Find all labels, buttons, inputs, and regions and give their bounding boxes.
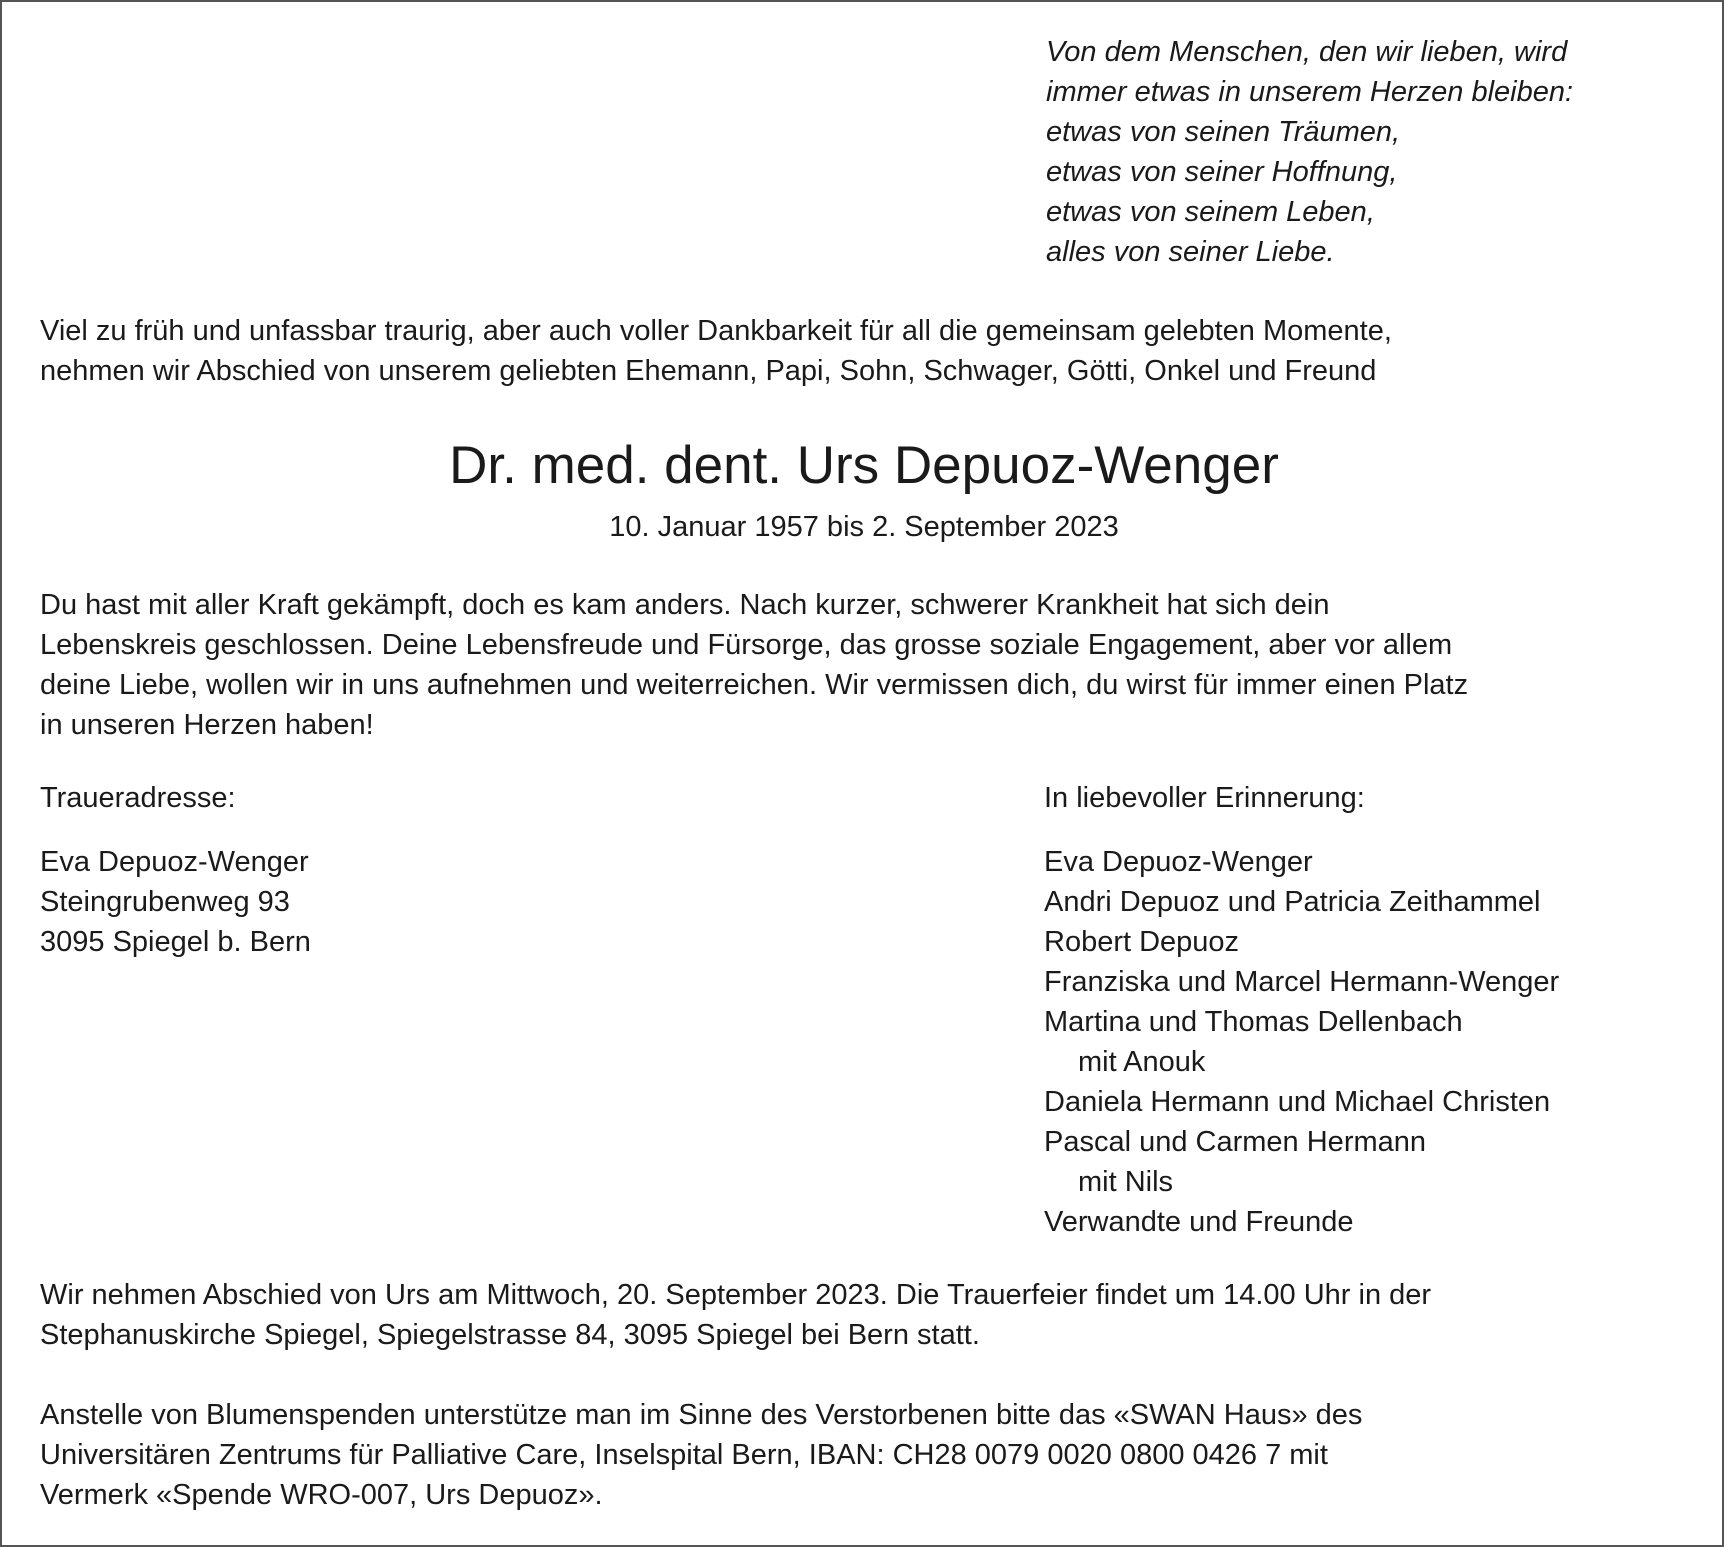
tribute-line: deine Liebe, wollen wir in uns aufnehmen und weiterreichen. Wir vermissen dich, du wirst für immer einen Platz	[40, 669, 1469, 701]
poem-line: etwas von seinem Leben,	[1046, 196, 1375, 228]
donation-line: Universitären Zentrums für Palliative Care, Inselspital Bern, IBAN: CH28 0079 0020 0800 0426 7 mit	[40, 1439, 1328, 1471]
mourning-address-label: Traueradresse:	[40, 782, 236, 814]
mourner-line: Eva Depuoz-Wenger	[1044, 846, 1313, 878]
mourner-line: Andri Depuoz und Patricia Zeithammel	[1044, 886, 1541, 918]
life-dates: 10. Januar 1957 bis 2. September 2023	[609, 511, 1119, 543]
mourner-line: Martina und Thomas Dellenbach	[1044, 1006, 1463, 1038]
mourner-line: Franziska und Marcel Hermann-Wenger	[1044, 966, 1560, 998]
intro-line: nehmen wir Abschied von unserem geliebten Ehemann, Papi, Sohn, Schwager, Götti, Onkel und Freund	[40, 355, 1377, 387]
donation-line: Vermerk «Spende WRO-007, Urs Depuoz».	[40, 1479, 603, 1511]
tribute-line: Lebenskreis geschlossen. Deine Lebensfreude und Fürsorge, das grosse soziale Engagement, aber vor allem	[40, 629, 1453, 661]
poem-line: immer etwas in unserem Herzen bleiben:	[1046, 76, 1574, 108]
poem-line: Von dem Menschen, den wir lieben, wird	[1046, 36, 1568, 68]
mourner-line: Pascal und Carmen Hermann	[1044, 1126, 1427, 1158]
deceased-name: Dr. med. dent. Urs Depuoz-Wenger	[449, 436, 1279, 495]
intro-paragraph	[40, 311, 1392, 391]
mourner-line: Robert Depuoz	[1044, 926, 1240, 958]
funeral-service-paragraph	[40, 1275, 1431, 1355]
tribute-paragraph	[40, 585, 1468, 745]
mourner-line: Verwandte und Freunde	[1044, 1206, 1354, 1238]
mourner-line: mit Nils	[1078, 1166, 1174, 1198]
mourning-address	[40, 842, 311, 962]
poem-line: etwas von seinen Träumen,	[1046, 116, 1401, 148]
mourner-line: mit Anouk	[1078, 1046, 1206, 1078]
intro-line: Viel zu früh und unfassbar traurig, aber auch voller Dankbarkeit für all die gemeinsam gelebten Momente,	[40, 315, 1392, 347]
donation-line: Anstelle von Blumenspenden unterstütze man im Sinne des Verstorbenen bitte das «SWAN Haus» des	[40, 1399, 1363, 1431]
service-line: Wir nehmen Abschied von Urs am Mittwoch, 20. September 2023. Die Trauerfeier findet um 14.00 Uhr in der	[40, 1279, 1432, 1311]
address-line: 3095 Spiegel b. Bern	[40, 926, 311, 958]
poem-line: alles von seiner Liebe.	[1046, 236, 1335, 268]
address-line: Steingrubenweg 93	[40, 886, 290, 918]
address-line: Eva Depuoz-Wenger	[40, 846, 309, 878]
poem-line: etwas von seiner Hoffnung,	[1046, 156, 1398, 188]
tribute-line: in unseren Herzen haben!	[40, 709, 374, 741]
memorial-poem	[1046, 32, 1573, 272]
donation-paragraph	[40, 1395, 1362, 1515]
tribute-line: Du hast mit aller Kraft gekämpft, doch es kam anders. Nach kurzer, schwerer Krankheit hat sich dein	[40, 589, 1330, 621]
mourner-line: Daniela Hermann und Michael Christen	[1044, 1086, 1551, 1118]
in-memory-label: In liebevoller Erinnerung:	[1044, 782, 1365, 814]
service-line: Stephanuskirche Spiegel, Spiegelstrasse 84, 3095 Spiegel bei Bern statt.	[40, 1319, 980, 1351]
mourners-list	[1044, 842, 1559, 1242]
